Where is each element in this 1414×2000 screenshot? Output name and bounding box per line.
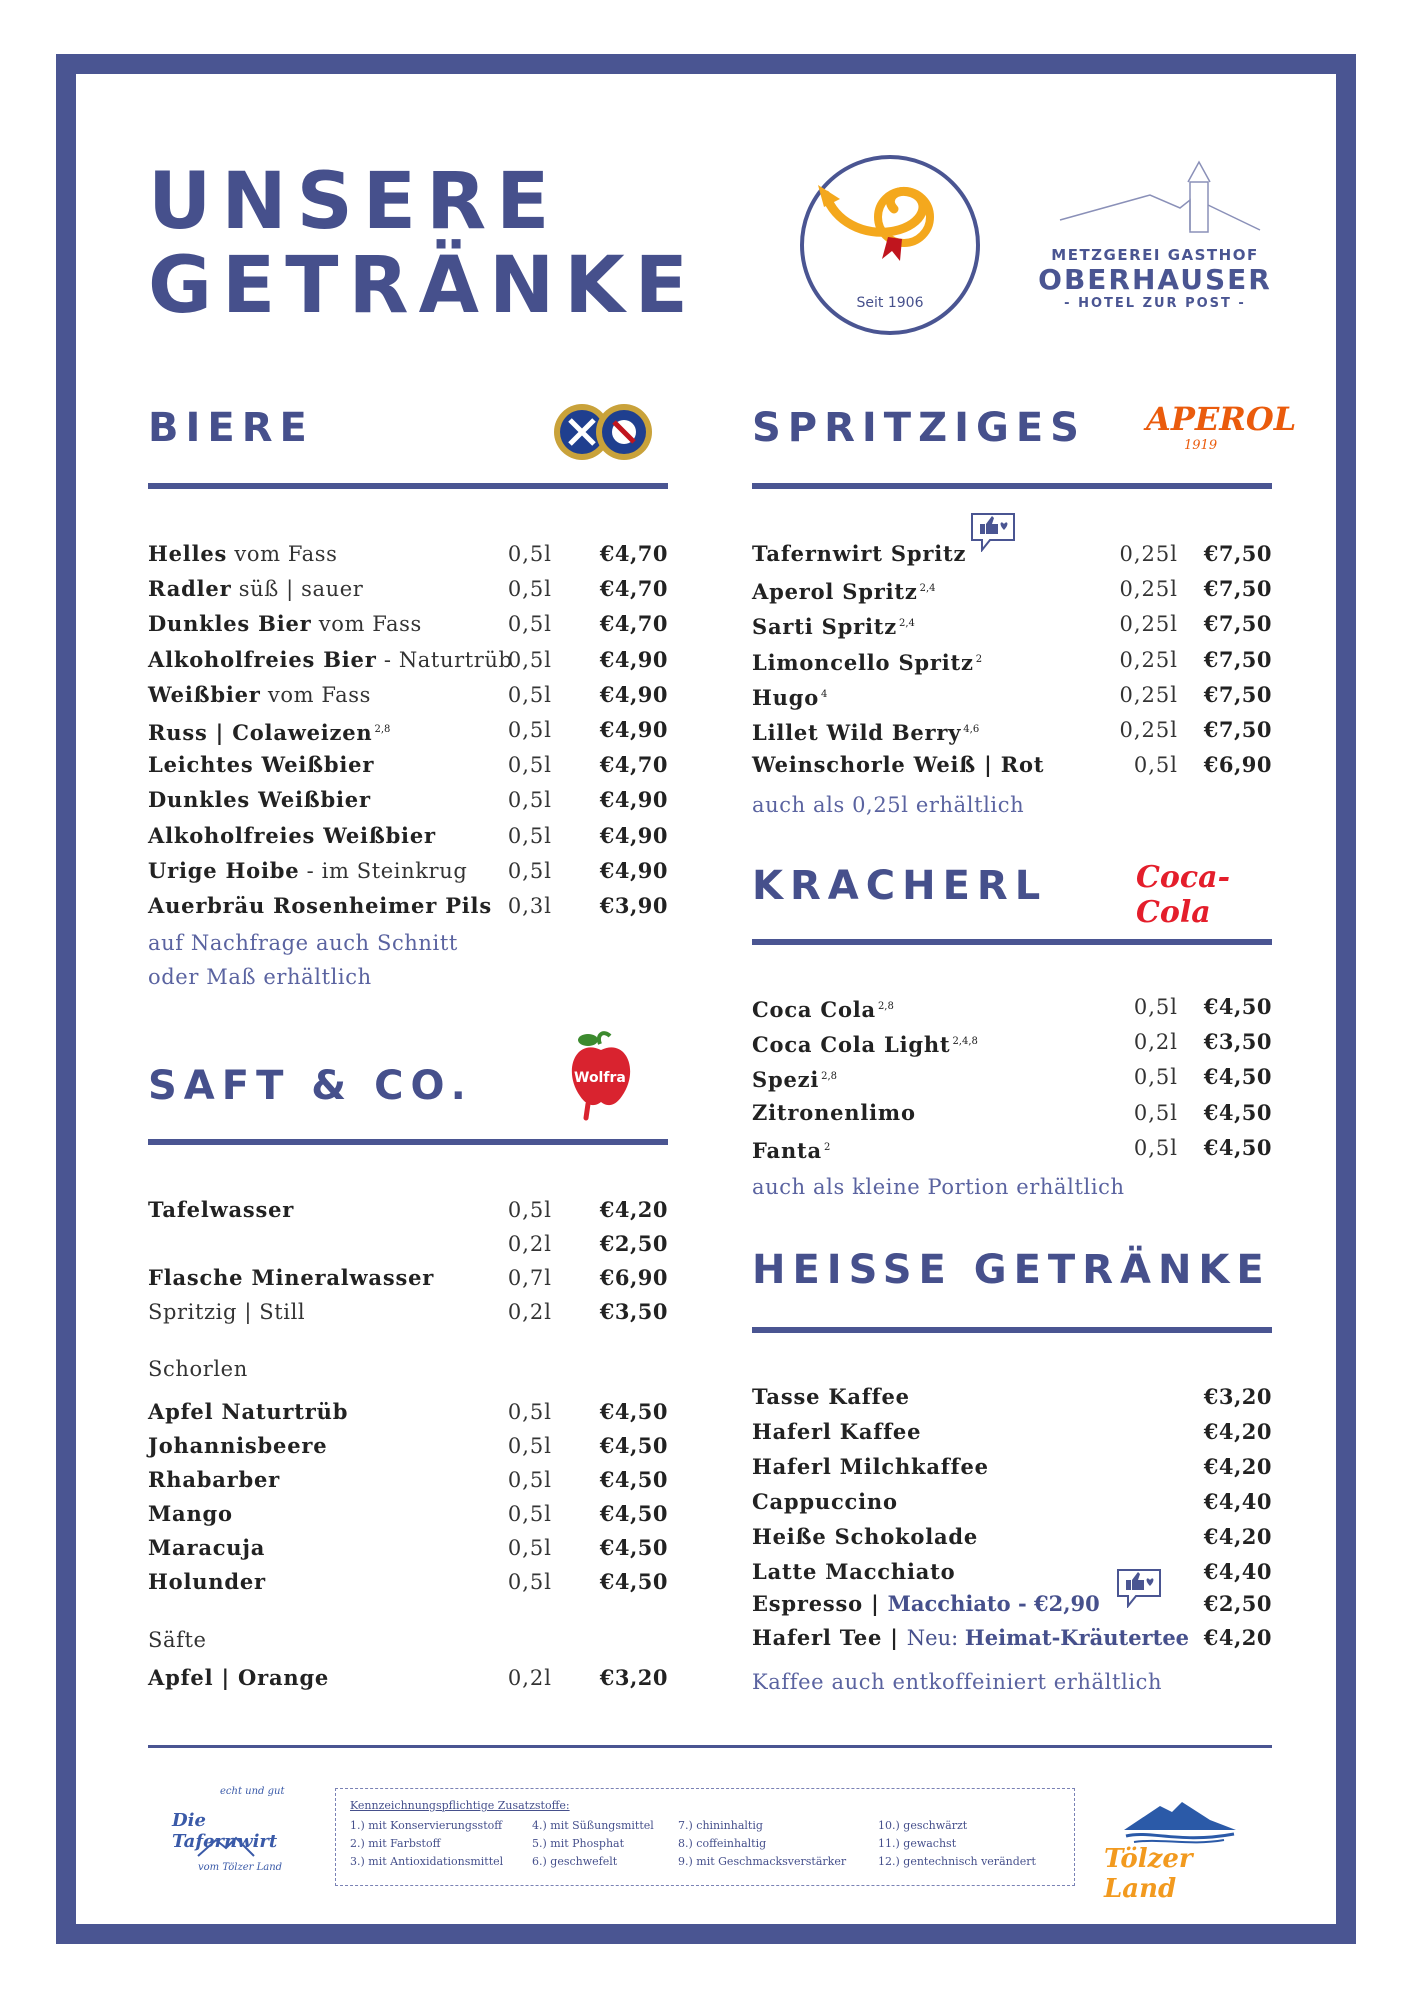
item-price: €4,20 xyxy=(1203,1524,1272,1549)
hotel-logo-line-3: - HOTEL ZUR POST - xyxy=(1064,296,1246,311)
item-name: Leichtes Weißbier xyxy=(148,752,375,778)
item-name: Zitronenlimo xyxy=(752,1099,916,1125)
item-detail: vom Fass xyxy=(311,612,422,637)
item-name: Latte Macchiato xyxy=(752,1559,956,1584)
biere-note-line-1: auf Nachfrage auch Schnitt xyxy=(148,931,458,955)
item-detail: - Naturtrüb xyxy=(376,647,513,672)
menu-row xyxy=(752,1027,1272,1057)
item-volume: 0,5l xyxy=(507,1502,552,1526)
item-price: €4,90 xyxy=(599,822,668,848)
kracherl-note: auch als kleine Portion erhältlich xyxy=(752,1175,1125,1199)
item-price: €4,50 xyxy=(599,1399,668,1424)
item-name: Lillet Wild Berry xyxy=(752,720,962,745)
item-name-group xyxy=(148,612,422,636)
tafernwirt-logo-top: echt und gut xyxy=(220,1786,285,1797)
item-name: Sarti Spritz xyxy=(752,614,897,640)
church-skyline-icon xyxy=(1030,160,1280,240)
item-price: €7,50 xyxy=(1203,611,1272,637)
item-volume: 0,5l xyxy=(1133,1135,1178,1160)
menu-row xyxy=(148,785,668,815)
additive-item: 7.) chininhaltig xyxy=(678,1819,763,1832)
item-name: Tafernwirt Spritz xyxy=(752,541,967,566)
section-rule-heisse xyxy=(752,1327,1272,1333)
section-rule-biere xyxy=(148,483,668,489)
menu-row xyxy=(148,609,668,639)
item-name: Johannisbeere xyxy=(148,1433,328,1458)
menu-row xyxy=(148,821,668,851)
additive-item: 11.) gewachst xyxy=(878,1837,957,1850)
menu-row xyxy=(752,645,1272,675)
additive-item: 1.) mit Konservierungsstoff xyxy=(350,1819,503,1832)
toelzer-land-logo-text: Tölzer Land xyxy=(1104,1844,1193,1904)
section-rule-spritziges xyxy=(752,483,1272,489)
item-volume: 0,5l xyxy=(507,1468,552,1492)
menu-row xyxy=(148,715,668,745)
menu-row xyxy=(752,574,1272,604)
item-price: €4,50 xyxy=(599,1569,668,1594)
item-additives: 4 xyxy=(821,688,828,700)
item-volume: 0,25l xyxy=(1119,577,1178,602)
item-name-group xyxy=(148,648,513,672)
menu-row xyxy=(148,1567,668,1597)
wolfra-logo xyxy=(566,1030,636,1126)
item-price: €4,20 xyxy=(599,1197,668,1222)
item-volume: 0,3l xyxy=(507,894,552,918)
item-name-group xyxy=(752,542,966,566)
item-name: Flasche Mineralwasser xyxy=(148,1265,435,1290)
menu-row xyxy=(148,1499,668,1529)
item-price: €4,50 xyxy=(599,1433,668,1458)
item-price: €6,90 xyxy=(599,1265,668,1290)
menu-row xyxy=(148,680,668,710)
item-price: €4,70 xyxy=(599,576,668,602)
menu-row xyxy=(752,1487,1272,1517)
item-name-group xyxy=(148,1570,266,1594)
item-additives: 2,4,8 xyxy=(952,1036,978,1048)
item-name: Dunkles Weißbier xyxy=(148,787,371,813)
tafernwirt-logo-main: Die Tafernwirt xyxy=(172,1810,278,1852)
item-volume: 0,5l xyxy=(507,788,552,813)
item-volume: 0,5l xyxy=(507,542,552,566)
item-volume: 0,5l xyxy=(507,1536,552,1560)
item-name-group xyxy=(752,1139,830,1163)
menu-row xyxy=(752,1133,1272,1163)
post-horn-icon xyxy=(804,159,976,289)
item-name-group xyxy=(148,1434,327,1458)
menu-row xyxy=(148,1431,668,1461)
item-price: €4,90 xyxy=(599,681,668,707)
item-name-group xyxy=(148,1536,265,1560)
item-volume: 0,5l xyxy=(507,1400,552,1424)
item-price: €4,90 xyxy=(599,717,668,742)
item-name: Haferl Kaffee xyxy=(752,1419,922,1444)
brewery-crest-icon xyxy=(548,402,658,462)
item-price: €4,50 xyxy=(1203,1134,1272,1160)
item-name: Helles xyxy=(148,541,228,566)
menu-row xyxy=(752,539,1272,569)
footer-rule xyxy=(148,1745,1272,1748)
item-extra: Macchiato - €2,90 xyxy=(887,1591,1100,1616)
item-price: €7,50 xyxy=(1203,646,1272,672)
item-name: Coca Cola xyxy=(752,997,876,1022)
menu-row xyxy=(752,1417,1272,1447)
item-name-group xyxy=(752,1033,978,1057)
item-name-group xyxy=(148,1468,280,1492)
item-price: €7,50 xyxy=(1203,576,1272,602)
item-price: €7,50 xyxy=(1203,717,1272,742)
item-volume: 0,5l xyxy=(507,1570,552,1594)
item-volume: 0,5l xyxy=(1133,1100,1178,1125)
item-price: €4,70 xyxy=(599,752,668,778)
title-line-1: UNSERE xyxy=(148,157,560,247)
item-name: Rhabarber xyxy=(148,1467,280,1492)
item-name: Apfel | Orange xyxy=(148,1665,330,1690)
menu-row xyxy=(752,715,1272,745)
item-price: €7,50 xyxy=(1203,541,1272,566)
item-additives: 4,6 xyxy=(963,724,980,735)
item-price: €3,20 xyxy=(599,1665,668,1690)
hotel-logo-line-1: METZGEREI GASTHOF xyxy=(1051,246,1259,264)
item-extra-label: Neu: xyxy=(906,1626,965,1650)
schorlen-label: Schorlen xyxy=(148,1357,248,1381)
item-price: €4,20 xyxy=(1203,1454,1272,1479)
item-name: Alkoholfreies Bier xyxy=(148,646,377,672)
item-name: Russ | Colaweizen xyxy=(148,720,373,745)
item-price: €2,50 xyxy=(1203,1591,1272,1616)
item-name-group xyxy=(752,651,982,675)
item-name: Coca Cola Light xyxy=(752,1032,951,1058)
item-name-group xyxy=(752,686,827,710)
section-title-kracherl: KRACHERL xyxy=(752,863,1048,909)
item-volume: 0,5l xyxy=(507,718,552,742)
item-volume: 0,5l xyxy=(507,612,552,637)
item-price: €4,20 xyxy=(1203,1419,1272,1444)
item-name-group xyxy=(752,1420,921,1444)
additive-item: 8.) coffeinhaltig xyxy=(678,1837,767,1850)
item-volume: 0,25l xyxy=(1119,682,1178,707)
item-name: Weißbier xyxy=(148,681,261,707)
menu-row xyxy=(752,680,1272,710)
wolfra-logo-text: Wolfra xyxy=(574,1070,626,1086)
item-additives: 2,4 xyxy=(919,583,936,595)
saefte-label: Säfte xyxy=(148,1628,207,1652)
section-rule-saft xyxy=(148,1139,668,1145)
item-volume: 0,2l xyxy=(507,1666,552,1690)
item-price: €4,50 xyxy=(1203,1064,1272,1090)
toelzer-land-logo xyxy=(1102,1800,1262,1904)
item-name-group xyxy=(148,1666,329,1690)
item-price: €3,20 xyxy=(1203,1384,1272,1409)
item-price: €4,90 xyxy=(599,787,668,813)
menu-row-espresso xyxy=(752,1589,1272,1619)
item-price: €4,50 xyxy=(599,1535,668,1560)
item-price: €4,90 xyxy=(599,857,668,883)
menu-row xyxy=(752,1382,1272,1412)
item-volume: 0,2l xyxy=(1133,1030,1178,1055)
item-name-group xyxy=(752,721,979,745)
item-name-group xyxy=(148,1400,348,1424)
heisse-note: Kaffee auch entkoffeiniert erhältlich xyxy=(752,1670,1163,1694)
item-volume: 0,25l xyxy=(1119,647,1178,672)
additive-item: 12.) gentechnisch verändert xyxy=(878,1855,1036,1868)
item-price: €2,50 xyxy=(599,1231,668,1256)
item-name-group xyxy=(148,859,467,883)
item-price: €3,50 xyxy=(599,1299,668,1324)
additives-title: Kennzeichnungspflichtige Zusatzstoffe: xyxy=(350,1799,570,1812)
item-name-group xyxy=(148,1266,434,1290)
additive-item: 6.) geschwefelt xyxy=(532,1855,618,1868)
menu-row xyxy=(148,1465,668,1495)
item-additives: 2,8 xyxy=(877,1001,894,1012)
item-name: Haferl Milchkaffee xyxy=(752,1454,989,1479)
menu-row xyxy=(148,645,668,675)
menu-row xyxy=(752,992,1272,1022)
item-name: Auerbräu Rosenheimer Pils xyxy=(148,893,492,918)
menu-row-tee xyxy=(752,1623,1272,1653)
item-price: €7,50 xyxy=(1203,681,1272,707)
item-name: Heiße Schokolade xyxy=(752,1524,979,1549)
item-price: €3,90 xyxy=(599,893,668,918)
item-volume: 0,5l xyxy=(1133,1065,1178,1090)
section-title-saft: SAFT & CO. xyxy=(148,1063,473,1109)
item-extra: Heimat-Kräutertee xyxy=(964,1625,1190,1650)
item-volume: 0,5l xyxy=(1133,753,1178,778)
menu-row xyxy=(148,1297,668,1327)
aperol-logo-year: 1919 xyxy=(1184,438,1218,453)
item-price: €4,40 xyxy=(1203,1489,1272,1514)
menu-row xyxy=(148,1397,668,1427)
item-name: Spezi xyxy=(752,1067,820,1093)
menu-row xyxy=(148,1263,668,1293)
mountain-icon xyxy=(196,1836,256,1858)
menu-row xyxy=(148,1663,668,1693)
item-detail: - im Steinkrug xyxy=(299,858,468,883)
brewery-logo xyxy=(548,402,658,466)
item-volume: 0,5l xyxy=(507,858,552,883)
item-volume: 0,25l xyxy=(1119,542,1178,566)
tafernwirt-logo xyxy=(168,1786,288,1886)
seal-since-text: Seit 1906 xyxy=(856,295,924,311)
additive-item: 10.) geschwärzt xyxy=(878,1819,968,1832)
biere-note xyxy=(148,926,458,994)
menu-row xyxy=(148,891,668,921)
item-name-group xyxy=(148,577,363,601)
item-name-group xyxy=(752,615,915,639)
spritziges-note: auch als 0,25l erhältlich xyxy=(752,793,1025,817)
menu-row xyxy=(752,1062,1272,1092)
item-name-group xyxy=(752,1101,916,1125)
item-name-group xyxy=(752,580,936,604)
item-name-group xyxy=(148,894,492,918)
tafernwirt-logo-bottom: vom Tölzer Land xyxy=(198,1862,283,1873)
item-price: €4,50 xyxy=(1203,994,1272,1019)
item-additives: 2,8 xyxy=(374,724,391,735)
item-price: €4,70 xyxy=(599,611,668,637)
menu-row xyxy=(752,1098,1272,1128)
item-name-group xyxy=(752,1068,837,1092)
item-name-group xyxy=(148,753,374,777)
item-additives: 2 xyxy=(975,653,983,665)
item-name-group xyxy=(148,788,371,812)
item-volume: 0,5l xyxy=(507,753,552,778)
item-name-group xyxy=(752,1525,978,1549)
item-price: €4,50 xyxy=(1203,1099,1272,1125)
item-name-group xyxy=(752,1455,989,1479)
title-line-2: GETRÄNKE xyxy=(148,241,698,331)
item-name-group xyxy=(752,1490,898,1514)
item-detail: Spritzig | Still xyxy=(148,1300,306,1324)
item-volume: 0,5l xyxy=(507,577,552,602)
item-name-group xyxy=(148,542,338,566)
item-price: €4,90 xyxy=(599,646,668,672)
section-title-spritziges: SPRITZIGES xyxy=(752,405,1086,451)
item-name: Alkoholfreies Weißbier xyxy=(148,822,436,848)
item-volume: 0,25l xyxy=(1119,612,1178,637)
biere-note-line-2: oder Maß erhältlich xyxy=(148,965,372,989)
lake-mountain-icon xyxy=(1120,1800,1240,1846)
section-title-heisse: HEISSE GETRÄNKE xyxy=(752,1247,1271,1293)
menu-row xyxy=(148,856,668,886)
item-name-group xyxy=(752,753,1044,777)
item-name: Dunkles Bier xyxy=(148,611,312,637)
item-name-group xyxy=(752,998,894,1022)
item-price: €4,70 xyxy=(599,541,668,566)
additive-item: 3.) mit Antioxidationsmittel xyxy=(350,1855,504,1868)
hotel-logo xyxy=(1030,160,1280,311)
menu-row xyxy=(752,1452,1272,1482)
section-title-biere: BIERE xyxy=(148,405,314,451)
aperol-logo-text: APEROL xyxy=(1146,400,1297,438)
coca-cola-logo-text: Coca-Cola xyxy=(1136,860,1231,930)
menu-row xyxy=(752,750,1272,780)
item-name: Espresso | xyxy=(752,1591,888,1616)
item-additives: 2,4 xyxy=(898,618,915,630)
item-price: €6,90 xyxy=(1203,752,1272,778)
menu-row xyxy=(148,750,668,780)
item-name: Weinschorle Weiß | Rot xyxy=(752,752,1045,778)
item-name-group xyxy=(148,1502,233,1526)
item-name: Cappuccino xyxy=(752,1489,898,1514)
item-name: Radler xyxy=(148,576,232,602)
item-price: €4,50 xyxy=(599,1501,668,1526)
additive-item: 5.) mit Phosphat xyxy=(532,1837,625,1850)
menu-row xyxy=(148,574,668,604)
item-name: Tafelwasser xyxy=(148,1197,295,1222)
item-name: Mango xyxy=(148,1501,233,1526)
item-name: Hugo xyxy=(752,684,819,710)
item-volume: 0,5l xyxy=(507,682,552,707)
additive-item: 9.) mit Geschmacksverstärker xyxy=(678,1855,847,1868)
item-name: Limoncello Spritz xyxy=(752,649,974,675)
item-price: €4,20 xyxy=(1203,1625,1272,1650)
section-rule-kracherl xyxy=(752,939,1272,945)
item-additives: 2,8 xyxy=(821,1071,838,1083)
item-name: Maracuja xyxy=(148,1535,266,1560)
additive-item: 2.) mit Farbstoff xyxy=(350,1837,441,1850)
additives-legend xyxy=(335,1788,1075,1886)
menu-row xyxy=(752,609,1272,639)
item-volume: 0,5l xyxy=(507,647,552,672)
item-name-group xyxy=(148,824,436,848)
item-volume: 0,5l xyxy=(507,1198,552,1222)
item-price: €3,50 xyxy=(1203,1029,1272,1055)
item-volume: 0,5l xyxy=(1133,995,1178,1019)
menu-row xyxy=(752,1557,1272,1587)
item-price: €4,50 xyxy=(599,1467,668,1492)
item-name-group xyxy=(148,683,371,707)
hotel-logo-line-2: OBERHAUSER xyxy=(1038,263,1272,296)
item-volume: 0,25l xyxy=(1119,718,1178,742)
item-detail: vom Fass xyxy=(227,542,338,566)
item-volume: 0,5l xyxy=(507,1434,552,1458)
item-name-group xyxy=(148,1198,294,1222)
item-name-group xyxy=(148,1300,305,1324)
item-additives: 2 xyxy=(823,1141,831,1153)
additive-item: 4.) mit Süßungsmittel xyxy=(532,1819,654,1832)
item-volume: 0,2l xyxy=(507,1300,552,1324)
item-name: Urige Hoibe xyxy=(148,857,300,883)
item-name: Holunder xyxy=(148,1569,266,1594)
item-name: Fanta xyxy=(752,1137,822,1163)
page-title xyxy=(148,157,698,331)
menu-row xyxy=(148,1229,668,1259)
item-detail: süß | sauer xyxy=(231,577,364,602)
item-name-group xyxy=(752,1385,910,1409)
menu-row xyxy=(148,1195,668,1225)
item-name: Haferl Tee | xyxy=(752,1625,907,1650)
item-name: Tasse Kaffee xyxy=(752,1384,910,1409)
menu-row xyxy=(148,539,668,569)
item-name-group xyxy=(752,1560,955,1584)
menu-row xyxy=(752,1522,1272,1552)
item-name: Apfel Naturtrüb xyxy=(148,1399,349,1424)
item-name-group xyxy=(148,721,390,745)
item-name: Aperol Spritz xyxy=(752,579,918,605)
item-volume: 0,5l xyxy=(507,823,552,848)
item-detail: vom Fass xyxy=(260,682,372,707)
item-volume: 0,7l xyxy=(507,1266,552,1290)
item-volume: 0,2l xyxy=(507,1232,552,1256)
post-horn-logo xyxy=(800,155,980,335)
item-price: €4,40 xyxy=(1203,1559,1272,1584)
menu-row xyxy=(148,1533,668,1563)
